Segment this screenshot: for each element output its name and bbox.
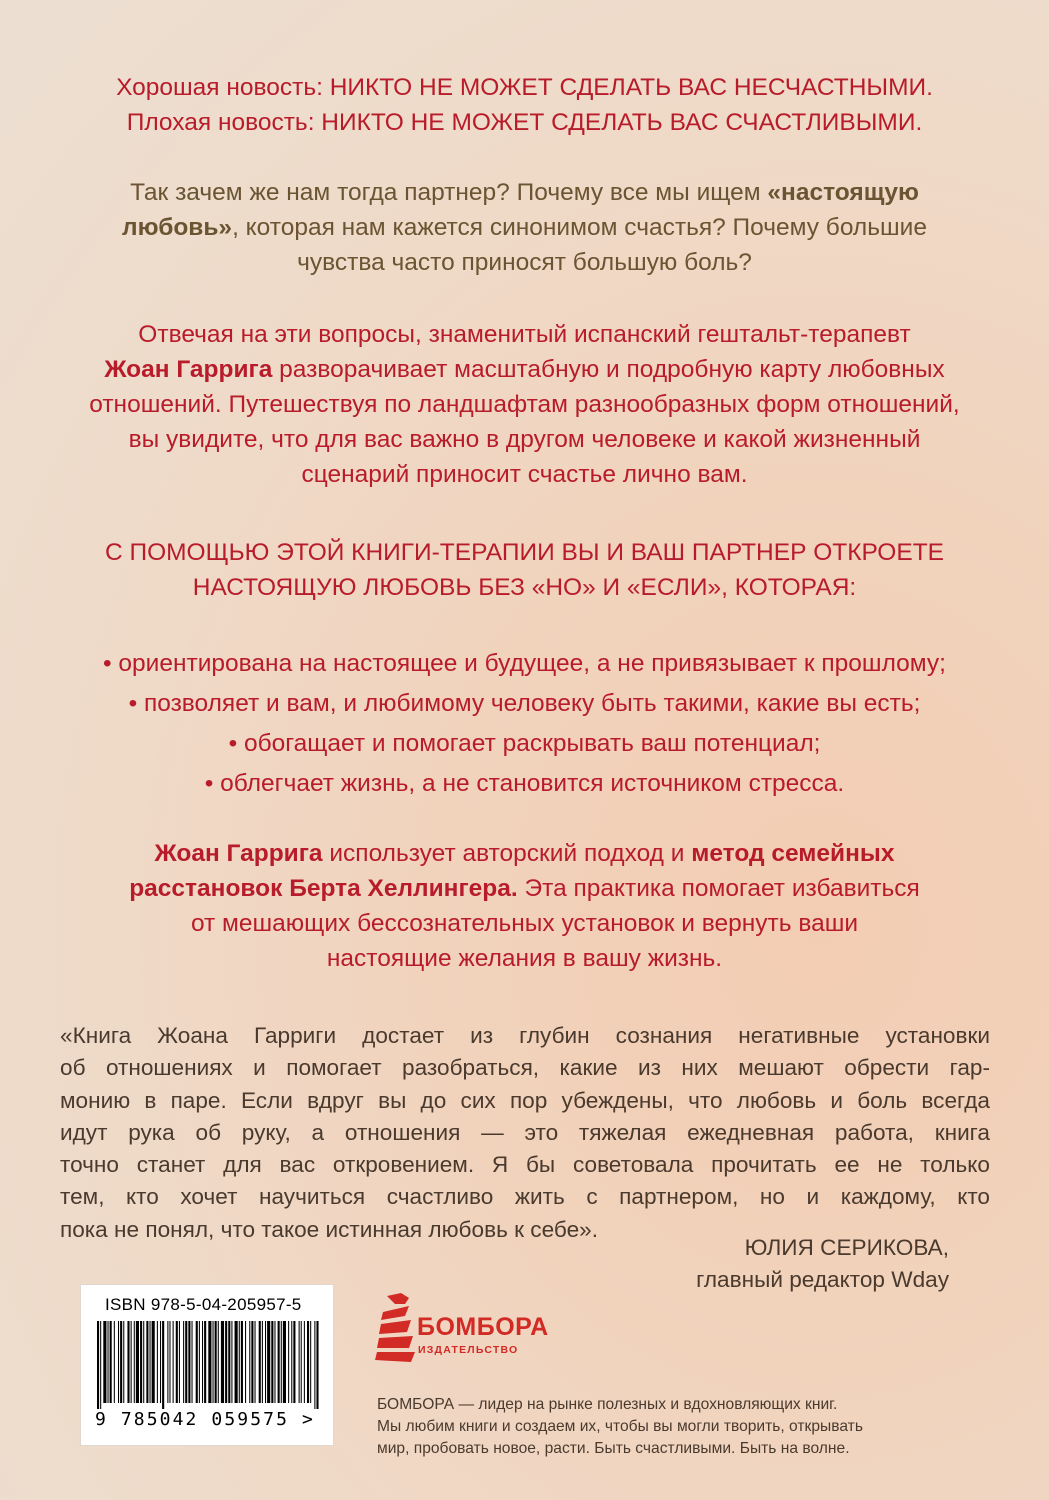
barcode-bar [162,1321,164,1409]
barcode-bar [281,1321,282,1403]
list-item: • позволяет и вам, и любимому человеку быть такими, какие вы есть; [128,690,921,717]
barcode-bar [185,1321,187,1403]
barcode-bar [134,1321,135,1403]
isbn-digits: 9 785042 059575 > [95,1409,315,1430]
questions-emphasis: любовь» [122,214,233,241]
questions-line-1 [0,175,1049,210]
barcode-bar [204,1321,206,1403]
method-emphasis: расстановок Берта Хеллингера. [129,875,518,902]
intro-line-2 [0,352,1049,387]
quote-line: идут рука об руку, а отношения — это тяжелая ежедневная работа, книга [60,1119,990,1145]
list-item: • обогащает и помогает раскрывать ваш потенциал; [228,730,821,757]
barcode-bar [120,1321,122,1403]
list-item: • облегчает жизнь, а не становится источником стресса. [204,770,845,797]
barcode-bar [291,1321,292,1403]
barcode-bar [160,1321,161,1403]
publisher-description [377,1394,863,1460]
quote-author: ЮЛИЯ СЕРИКОВА, [744,1235,949,1260]
barcode-bar [183,1321,184,1403]
caps-paragraph [0,535,1049,605]
barcode-bar [274,1321,275,1403]
barcode-bar [131,1321,132,1403]
method-line-4: настоящие желания в вашу жизнь. [326,945,723,972]
barcode-bar [218,1321,219,1403]
barcode-bar [228,1321,230,1403]
publisher-line: БОМБОРА — лидер на рынке полезных и вдохновляющих книг. [377,1396,838,1413]
method-emphasis: метод семейных [691,840,895,867]
intro-line-3: отношений. Путешествуя по ландшафтам разнообразных форм отношений, [89,391,960,418]
questions-paragraph [0,175,1049,280]
caps-line-2: НАСТОЯЩУЮ ЛЮБОВЬ БЕЗ «НО» И «ЕСЛИ», КОТОРАЯ: [192,574,857,601]
publisher-line: мир, пробовать новое, расти. Быть счастливыми. Быть на волне. [377,1440,850,1457]
questions-line-2 [0,210,1049,245]
barcode-bar [140,1321,142,1403]
intro-paragraph [0,317,1049,492]
barcode-bar [169,1321,170,1403]
barcode-bar [283,1321,286,1403]
barcode-bar [150,1321,151,1403]
barcode-bar [221,1321,224,1403]
method-paragraph [0,836,1049,976]
barcode-bar [267,1321,270,1403]
barcode-bar [271,1321,273,1403]
barcode-bar [241,1321,243,1403]
questions-text: Так зачем же нам тогда партнер? Почему все мы ищем [130,179,768,206]
questions-emphasis: «настоящую [767,179,919,206]
barcode-bar [202,1321,203,1403]
barcode-bar [208,1321,211,1403]
barcode-bar [239,1321,240,1403]
headline-line-1: Хорошая новость: НИКТО НЕ МОЖЕТ СДЕЛАТЬ ВАС НЕСЧАСТНЫМИ. [116,74,933,101]
quote-author-title: главный редактор Wday [696,1267,949,1292]
barcode-bar [103,1321,106,1403]
barcode-bar [192,1321,193,1403]
barcode-bar [97,1321,99,1409]
barcode-bar [249,1321,250,1403]
publisher-name: БОМБОРА [417,1313,549,1341]
quote-line: пока не понял, что такое истинная любовь к себе». [60,1216,598,1242]
quote-line: точно станет для вас откровением. Я бы советовала прочитать ее не только [60,1152,990,1178]
method-text: Эта практика помогает избавиться [517,875,920,902]
barcode-bar [299,1321,300,1403]
barcode-bar [293,1321,295,1403]
author-name: Жоан Гаррига [154,840,323,867]
quote-line: тем, кто хочет научиться счастливо жить с партнером, но и каждому, кто [60,1184,990,1210]
method-line-3: от мешающих бессознательных установок и вернуть ваши [190,910,859,937]
barcode-bar [143,1321,144,1403]
barcode-bar [278,1321,280,1403]
method-text: использует авторский подход и [322,840,692,867]
isbn-label: ISBN 978-5-04-205957-5 [105,1295,302,1314]
barcode-bar [235,1321,238,1403]
barcode-bar [225,1321,227,1403]
barcode-bar [176,1321,178,1403]
barcode-bar [123,1321,124,1403]
review-quote [60,1020,990,1246]
barcode-bar [245,1321,246,1403]
barcode-bar [127,1321,129,1403]
barcode-bar [157,1321,158,1403]
barcode-bar [199,1321,200,1403]
barcode-bar [173,1321,174,1403]
barcode-bar [215,1321,217,1403]
publisher-line: Мы любим книги и создаем их, чтобы вы могли творить, открывать [377,1418,863,1435]
intro-line-5: сценарий приносит счастье лично вам. [301,461,748,488]
barcode-bar [136,1321,139,1403]
intro-text: разворачивает масштабную и подробную карту любовных [272,356,945,383]
quote-line: монию в паре. Если вдруг вы до сих пор убеждены, что любовь и боль всегда [60,1087,990,1113]
headline-line-2: Плохая новость: НИКТО НЕ МОЖЕТ СДЕЛАТЬ ВАС СЧАСТЛИВЫМИ. [126,109,923,136]
quote-line: «Книга Жоана Гарриги достает из глубин сознания негативные установки [60,1023,990,1048]
barcode-icon [95,1321,323,1409]
barcode-bar [196,1321,198,1403]
isbn-barcode-box [80,1284,334,1446]
barcode-bar [288,1321,289,1403]
method-line-1 [0,836,1049,871]
intro-line-4: вы увидите, что для вас важно в другом человеке и какой жизненный [128,426,921,453]
barcode-bar [108,1321,109,1403]
quote-line: об отношениях и помогает разобраться, какие из них мешают обрести гар- [60,1055,990,1081]
intro-line-1: Отвечая на эти вопросы, знаменитый испанский гештальт-терапевт [138,321,911,348]
barcode-bar [110,1321,112,1403]
barcode-bar [152,1321,155,1403]
barcode-bar [167,1321,168,1403]
caps-line-1: С ПОМОЩЬЮ ЭТОЙ КНИГИ-ТЕРАПИИ ВЫ И ВАШ ПАРТНЕР ОТКРОЕТЕ [104,539,945,566]
barcode-bar [265,1321,266,1403]
benefits-list [0,644,1049,804]
barcode-bar [262,1321,263,1403]
author-name: Жоан Гаррига [104,356,273,383]
barcode-bar [316,1321,318,1409]
questions-text: , которая нам кажется синонимом счастья? Почему большие [232,214,927,241]
barcode-bar [301,1321,302,1403]
barcode-bar [304,1321,305,1403]
barcode-bar [179,1321,180,1403]
barcode-bar [231,1321,232,1403]
barcode-bar [259,1321,261,1403]
barcode-bar [213,1321,214,1403]
barcode-bar [118,1321,119,1403]
questions-line-3: чувства часто приносят большую боль? [297,249,752,276]
barcode-bar [310,1321,311,1403]
barcode-bar [255,1321,256,1403]
method-line-2 [0,871,1049,906]
barcode-bar [188,1321,190,1403]
barcode-bar [100,1321,101,1409]
list-item: • ориентирована на настоящее и будущее, а не привязывает к прошлому; [103,650,946,677]
barcode-bar [314,1321,315,1409]
barcode-bar [146,1321,148,1403]
barcode-bar [307,1321,309,1403]
barcode-bar [114,1321,115,1403]
barcode-bar [251,1321,253,1403]
publisher-subtitle: ИЗДАТЕЛЬСТВО [418,1344,519,1356]
headline [0,70,1049,140]
